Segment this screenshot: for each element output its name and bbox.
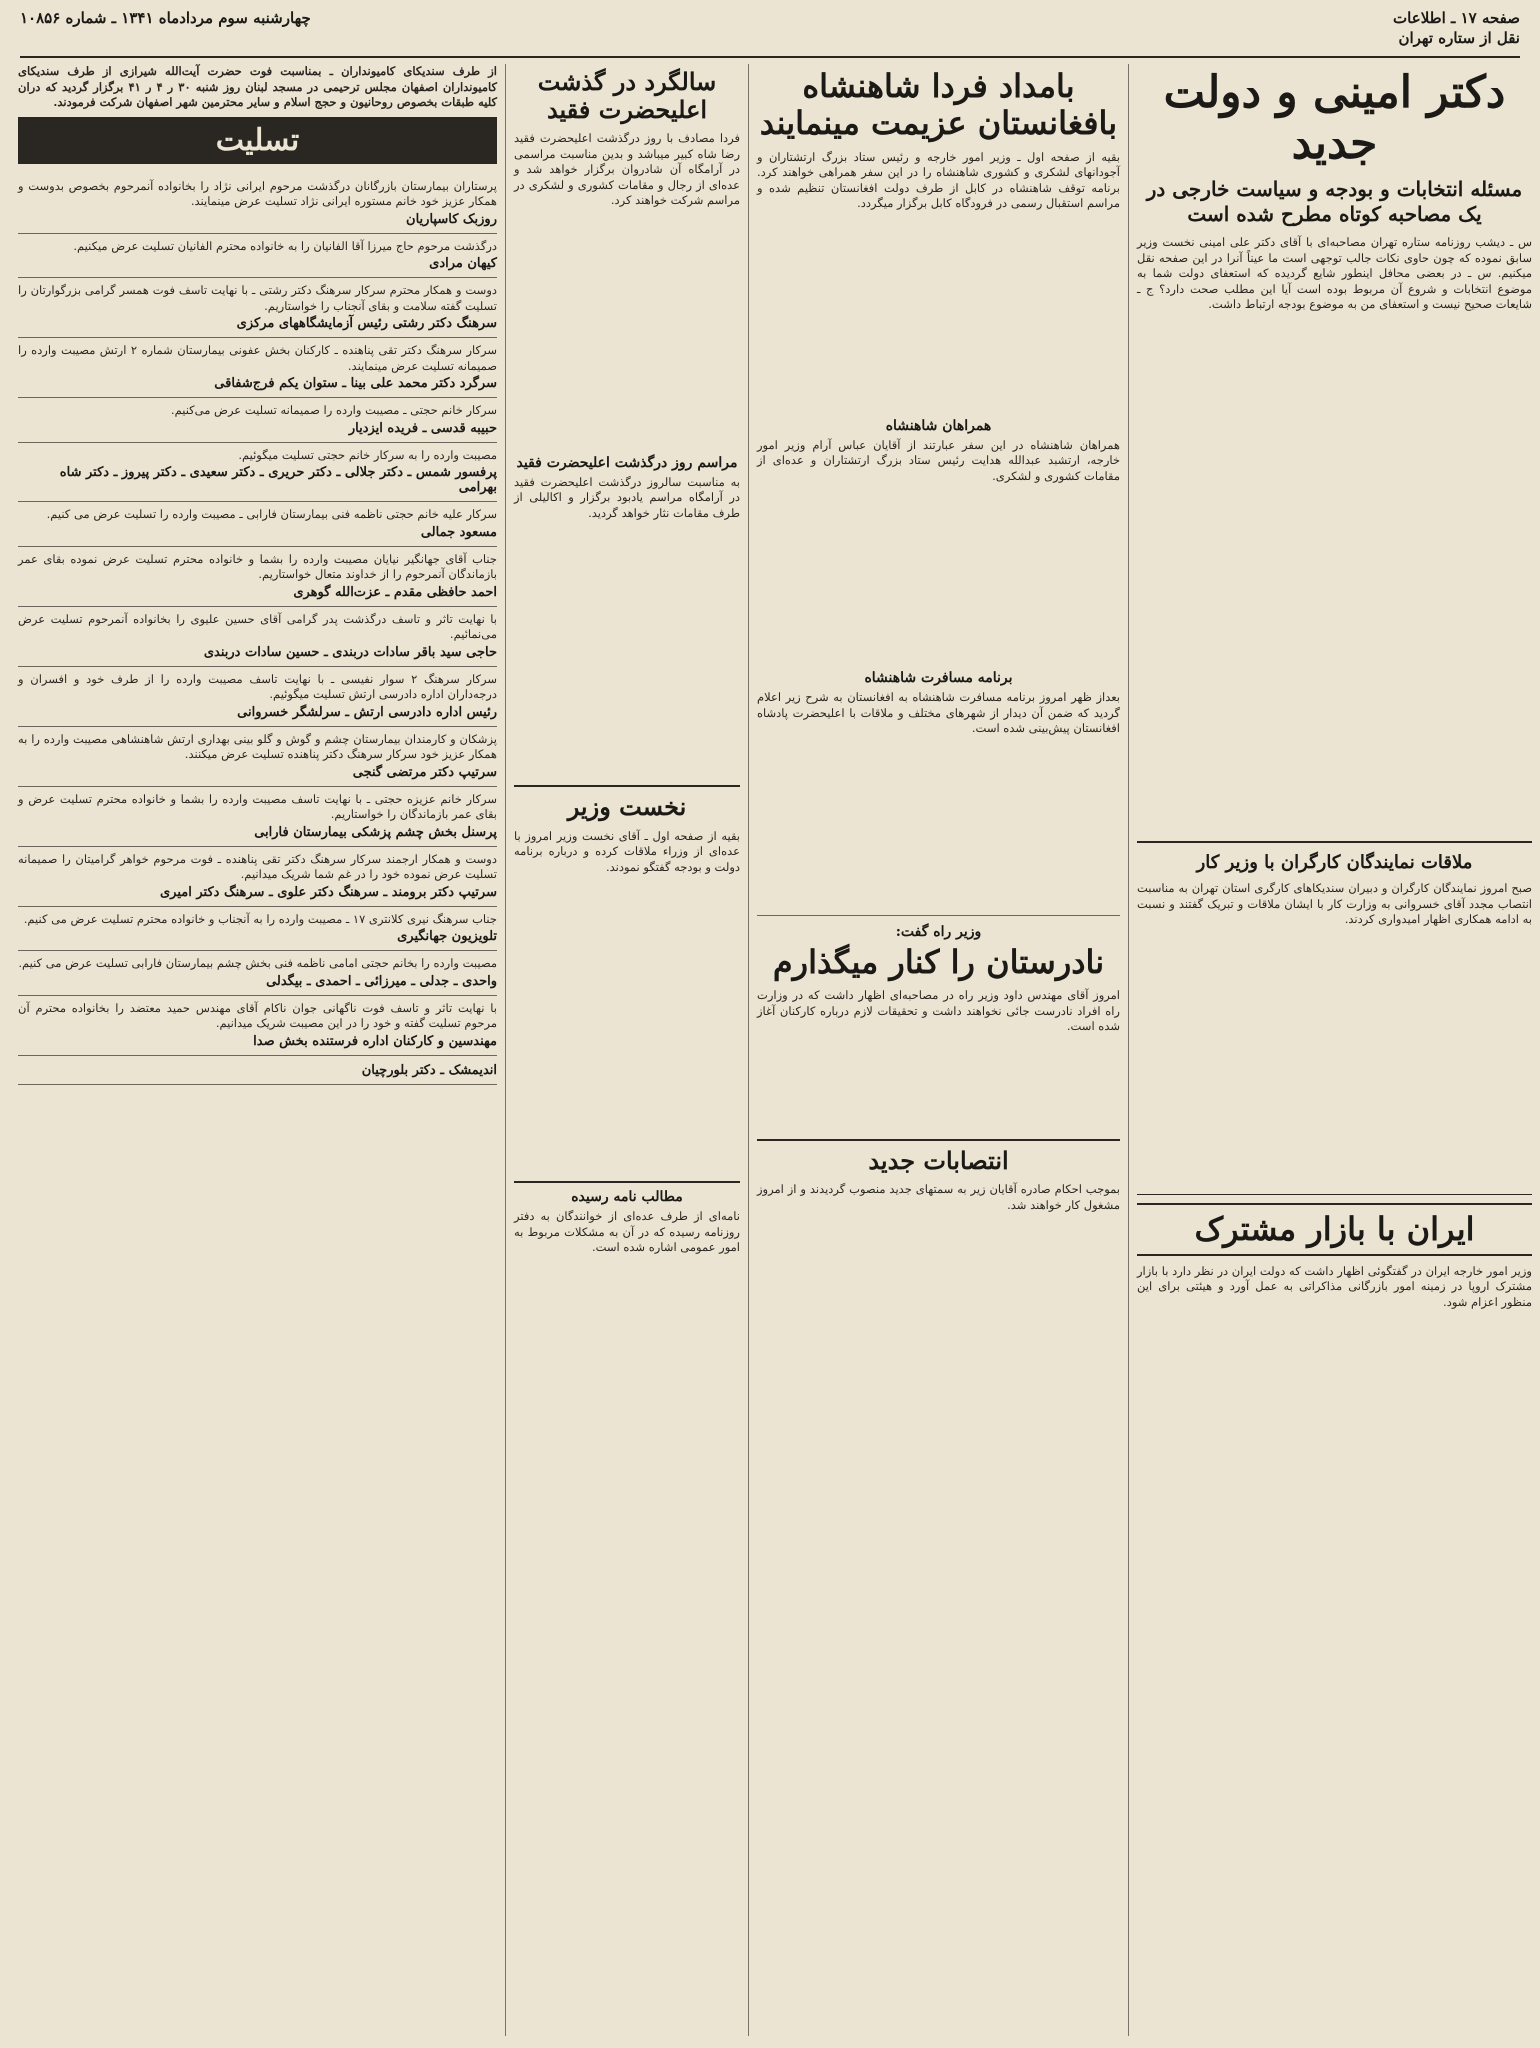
labor-meeting-body: صبح امروز نمایندگان کارگران و دبیران سندیکاهای کارگری استان تهران به مناسبت انتصاب مجدد آقای خسروانی به وزارت کار با ایشان ملاقات و تبریک گفتند و نسبت به ادامه همکاری اظهار امیدواری کردند. — [1137, 881, 1532, 927]
ceremony-body: به مناسبت سالروز درگذشت اعلیحضرت فقید در آرامگاه مراسم یادبود برگزار و اکالیلی از طرف مقامات نثار خواهد گردید. — [514, 474, 740, 520]
condolence-signature: حاجی سید باقر سادات دربندی ـ حسین سادات دربندی — [203, 644, 497, 660]
condolence-notice — [18, 338, 497, 398]
divider — [757, 915, 1120, 916]
masthead — [20, 8, 1520, 58]
ceremony-continuation — [514, 521, 740, 781]
condolence-signature: سرهنگ دکتر رشتی رئیس آزمایشگاههای مرکزی — [236, 316, 497, 331]
condolence-text: پرستاران بیمارستان بازرگانان درگذشت مرحوم ایرانی نژاد را بخانواده آنمرحوم بخصوص بدوست و همکار عزیز خود خانم مستوره ایرانی نژاد تسلیت عرض مینمایند. — [18, 178, 497, 208]
condolence-notice — [18, 787, 497, 847]
condolence-notice — [18, 847, 497, 907]
headline-amini: دکتر امینی و دولت جدید — [1163, 67, 1506, 169]
condolence-signature: واحدی ـ جدلی ـ میرزائی ـ احمدی ـ بیگدلی — [266, 973, 497, 989]
condolence-signature: سرتیپ دکتر برومند ـ سرهنگ دکتر علوی ـ سرهنگ دکتر امیری — [159, 884, 497, 900]
condolence-list — [18, 174, 497, 1085]
condolence-text: درگذشت مرحوم حاج میرزا آقا الفانیان را به خانواده محترم الفانیان تسلیت عرض میکنیم. — [73, 238, 497, 253]
companions-title: همراهان شاهنشاه — [885, 417, 992, 434]
trip-program-title: برنامه مسافرت شاهنشاه — [864, 670, 1013, 687]
condolence-text: با نهایت تاثر و تاسف درگذشت پدر گرامی آقای حسین علیوی را بخانواده آنمرحوم تسلیت عرض می‌نمائیم. — [18, 611, 497, 641]
labor-meeting-continuation — [1137, 928, 1532, 1188]
condolence-text: مصیبت وارده را بخانم حجتی امامی ناظمه فنی بخش چشم بیمارستان فارابی تسلیت عرض می کنیم. — [18, 956, 497, 970]
condolence-signature: روزبک کاسپاریان — [406, 211, 497, 227]
condolence-notice — [18, 547, 497, 607]
condolence-signature: پرسنل بخش چشم پزشکی بیمارستان فارابی — [254, 824, 497, 840]
road-minister-body: امروز آقای مهندس داود وزیر راه در مصاحبه‌ای اظهار داشت که در وزارت راه افراد نادرست جائی نخواهند داشت و تحقیقات لازم درباره کارکنان آغاز شده است. — [757, 988, 1120, 1034]
trip-program-body: بعداز ظهر امروز برنامه مسافرت شاهنشاه به افغانستان به شرح زیر اعلام گردید که ضمن آن دیدار از شهرهای مختلف و ملاقات با اعلیحضرت پادشاه افغانستان پیش‌بینی شده است. — [757, 690, 1120, 736]
article-amini-continuation — [1137, 313, 1532, 833]
minister-label: وزیر راه گفت: — [895, 923, 982, 940]
condolence-signature: مهندسین و کارکنان اداره فرستنده بخش صدا — [253, 1033, 497, 1049]
letters-title: مطالب نامه رسیده — [514, 1181, 740, 1205]
condolence-signature: پرفسور شمس ـ دکتر جلالی ـ دکتر حریری ـ دکتر سعیدی ـ دکتر پیروز ـ دکتر شاه بهرامی — [59, 465, 497, 495]
condolence-notice — [18, 398, 497, 443]
condolence-text: پزشکان و کارمندان بیمارستان چشم و گوش و گلو بینی بهداری ارتش شاهنشاهی مصیبت وارده را به همکار عزیز خود سرکار سرهنگ دکتر پناهنده تسلیت عرض میکنند. — [18, 731, 497, 761]
headline-appointments: انتصابات جدید — [757, 1139, 1120, 1175]
headline-anniversary: سالگرد در گذشت اعلیحضرت فقید — [537, 67, 717, 124]
condolence-signature: کیهان مرادی — [429, 256, 497, 271]
condolence-notice — [18, 667, 497, 727]
condolence-notice — [18, 278, 497, 338]
condolence-text: سرکار خانم عزیزه حجتی ـ با نهایت تاسف مصیبت وارده را بشما و خانواده محترم تسلیت عرض و بقای عمر بازماندگان را خواستاریم. — [18, 791, 497, 821]
column-anniversary — [505, 64, 748, 2036]
condolence-text: سرکار علیه خانم حجتی ناظمه فنی بیمارستان فارابی ـ مصیبت وارده را تسلیت عرض می کنیم. — [46, 507, 497, 521]
condolence-signature: سرگرد دکتر محمد علی بینا ـ ستوان یکم فرج‌شفاقی — [214, 376, 497, 391]
condolence-signature: احمد حافظی مقدم ـ عزت‌الله گوهری — [293, 584, 497, 600]
anniversary-continuation — [514, 209, 740, 449]
condolence-notice — [18, 727, 497, 787]
column-shah-trip — [748, 64, 1128, 2036]
condolence-notice — [18, 174, 497, 234]
road-minister-continuation — [757, 1035, 1120, 1135]
page-label-block — [1393, 8, 1520, 48]
column-condolences — [10, 64, 505, 2036]
condolence-text: جناب سرهنگ نیری کلانتری ۱۷ ـ مصیبت وارده را به آنجناب و خانواده محترم تسلیت عرض می کنیم. — [23, 911, 497, 926]
condolence-signature: مسعود جمالی — [420, 524, 497, 540]
condolence-signature: رئیس اداره دادرسی ارتش ـ سرلشگر خسروانی — [237, 704, 497, 720]
subheadline-amini: مسئله انتخابات و بودجه و سیاست خارجی در یک مصاحبه کوتاه مطرح شده است — [1146, 177, 1523, 227]
condolence-notice — [18, 1056, 497, 1085]
condolence-text: سرکار سرهنگ ۲ سوار نفیسی ـ با نهایت تاسف مصیبت وارده را از طرف خود و افسران و درجه‌داران اداره دادرسی ارتش تسلیت میگوئیم. — [18, 671, 497, 701]
companions-continuation — [757, 484, 1120, 664]
shah-trip-continuation — [757, 212, 1120, 412]
condolence-text: مصیبت وارده را به سرکار خانم حجتی تسلیت میگوئیم. — [238, 447, 497, 462]
headline-prime-minister: نخست وزیر — [514, 785, 740, 821]
companions-body: همراهان شاهنشاه در این سفر عبارتند از آقایان عباس آرام وزیر امور خارجه، ارتشبد عبدالله هدایت رئیس ستاد بزرگ ارتشتاران و عده‌ای از مقامات کشوری و لشکری. — [757, 437, 1120, 483]
condolence-text: با نهایت تاثر و تاسف فوت ناگهانی جوان ناکام آقای مهندس حمید معتضد را بخانواده محترم آن مرحوم تسلیت گفته و خود را در این مصیبت شریک میدانیم. — [18, 1000, 497, 1030]
condolence-notice — [18, 443, 497, 503]
labor-meeting-box — [1137, 841, 1532, 1195]
condolence-signature: سرتیپ دکتر مرتضی گنجی — [352, 764, 497, 780]
condolence-signature: حبیبه قدسی ـ فریده ایزدیار — [348, 420, 497, 436]
column-right — [1128, 64, 1540, 2036]
anniversary-body: فردا مصادف با روز درگذشت اعلیحضرت فقید رضا شاه کبیر میباشد و بدین مناسبت مراسمی در آرامگاه آن شادروان برگزار خواهد شد و عده‌ای از رجال و مقامات کشوری و لشکری در مراسم شرکت خواهند کرد. — [514, 131, 740, 208]
condolence-notice — [18, 607, 497, 667]
truckers-notice: از طرف سندیکای کامیونداران ـ بمناسبت فوت حضرت آیت‌الله شیرازی از طرف سندیکای کامیونداران اصفهان مجلس ترحیمی در مسجد لبنان روز شنبه ۳۰ ر ۴ ر ۴۱ برگزار گردید که دران کلیه طبقات بخصوص روحانیون و حجج اسلام و سایر محترمین شهر اصفهان شرکت فرمودند. — [18, 64, 498, 109]
condolence-text: دوست و همکار ارجمند سرکار سرهنگ دکتر تقی پناهنده ـ فوت مرحوم خواهر گرامیتان را صمیمانه تسلیت عرض نموده خود را در غم شما شریک میدانیم. — [18, 851, 497, 881]
condolence-text: دوست و همکار محترم سرکار سرهنگ دکتر رشتی ـ با نهایت تاسف فوت همسر گرامی بزرگوارتان را تسلیت گفته سلامت و بقای آنجناب را خواستاریم. — [18, 283, 497, 313]
condolence-banner: تسلیت — [18, 117, 497, 164]
condolence-notice — [18, 234, 497, 279]
shah-trip-body: بقیه از صفحه اول ـ وزیر امور خارجه و رئیس ستاد بزرگ ارتشتاران و آجودانهای لشکری و کشوری شاهنشاه را در این سفر همراهی خواهند کرد. برنامه توقف شاهنشاه در کابل از طرف دولت افغانستان تنظیم شده و مراسم استقبال رسمی در فرودگاه کابل برگزار میگردد. — [757, 149, 1120, 211]
headline-road-minister: نادرستان را کنار میگذارم — [772, 942, 1105, 981]
condolence-text: سرکار سرهنگ دکتر تقی پناهنده ـ کارکنان بخش عفونی بیمارستان شماره ۲ ارتش مصیبت وارده را صمیمانه تسلیت عرض مینمایند. — [18, 343, 497, 373]
labor-meeting-title: ملاقات نمایندگان کارگران با وزیر کار — [1196, 851, 1473, 873]
condolence-text: سرکار خانم حجتی ـ مصیبت وارده را صمیمانه تسلیت عرض می‌کنیم. — [170, 403, 497, 417]
condolence-notice — [18, 907, 497, 952]
condolence-notice — [18, 996, 497, 1056]
condolence-text: جناب آقای جهانگیر نیایان مصیبت وارده را بشما و خانواده محترم تسلیت عرض نموده بقای عمر بازماندگان آنمرحوم را از خداوند متعال خواستاریم. — [18, 551, 497, 581]
condolence-signature: تلویزیون جهانگیری — [397, 929, 497, 944]
condolence-notice — [18, 502, 497, 547]
page-label: صفحه ۱۷ ـ اطلاعات — [1393, 9, 1520, 27]
headline-common-market: ایران با بازار مشترک — [1137, 1203, 1532, 1256]
article-amini-body: س ـ دیشب روزنامه ستاره تهران مصاحبه‌ای با آقای دکتر علی امینی نخست وزیر سابق نموده که چون حاوی نکات جالب توجهی است ما عیناً آنرا در این صفحه نقل میکنیم. س ـ در بعضی محافل اینطور شایع گردیده که استعفای دولت شما به موضوع انتخابات و شروع آن مربوط بوده است آیا این مطلب صحت دارد؟ ج ـ شایعات صحیح نیست و استعفای من به موضوع بودجه ارتباط داشت. — [1137, 235, 1532, 312]
headline-shah-trip: بامداد فردا شاهنشاه بافغانستان عزیمت مینمایند — [759, 67, 1118, 142]
condolence-notice — [18, 951, 497, 996]
common-market-body: وزیر امور خارجه ایران در گفتگوئی اظهار داشت که دولت ایران در نظر دارد با بازار مشترک اروپا در زمینه امور بازرگانی مذاکراتی به عمل آورد و هیئتی برای این منظور اعزام شود. — [1137, 1263, 1532, 1309]
date-line: چهارشنبه سوم مردادماه ۱۳۴۱ ـ شماره ۱۰۸۵۶ — [20, 9, 311, 27]
appointments-body: بموجب احکام صادره آقایان زیر به سمتهای جدید منصوب گردیدند و از امروز مشغول کار خواهند شد. — [757, 1182, 1120, 1212]
condolence-signature: اندیمشک ـ دکتر بلورچیان — [361, 1062, 497, 1078]
ceremony-title: مراسم روز درگذشت اعلیحضرت فقید — [516, 454, 738, 471]
letters-body: نامه‌ای از طرف عده‌ای از خوانندگان به دفتر روزنامه رسیده که در آن به مشکلات مربوط به امور عمومی اشاره شده است. — [514, 1209, 740, 1255]
trip-program-continuation — [757, 737, 1120, 907]
prime-minister-continuation — [514, 875, 740, 1175]
page-sublabel: نقل از ستاره تهران — [1398, 29, 1520, 47]
prime-minister-body: بقیه از صفحه اول ـ آقای نخست وزیر امروز با عده‌ای از وزراء ملاقات کرده و درباره برنامه دولت و بودجه گفتگو نمودند. — [514, 828, 740, 874]
